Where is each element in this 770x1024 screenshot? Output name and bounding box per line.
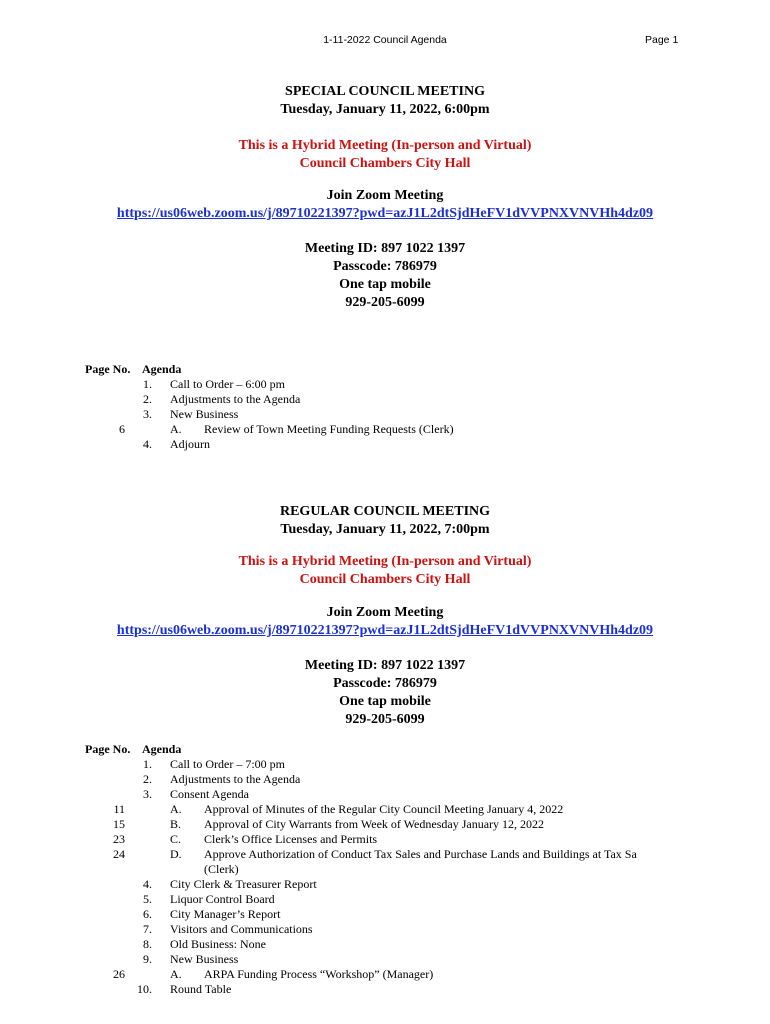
agenda-item-page-number: 26 <box>113 967 125 981</box>
agenda-item-number: 5. <box>143 892 152 906</box>
regular-passcode: Passcode: 786979 <box>333 676 437 691</box>
agenda-item-page-number: 15 <box>113 817 125 831</box>
special-meeting-heading <box>0 83 770 119</box>
agenda-item-text: Visitors and Communications <box>170 922 313 936</box>
agenda-item-number: 4. <box>143 877 152 891</box>
agenda-subitem-letter: A. <box>170 802 182 816</box>
special-meeting-id: Meeting ID: 897 1022 1397 <box>304 241 466 256</box>
agenda-item-text: Call to Order – 6:00 pm <box>170 377 285 391</box>
agenda-item-text: Adjourn <box>170 437 210 451</box>
agenda-item-text: Adjustments to the Agenda <box>170 772 301 786</box>
special-location: Council Chambers City Hall <box>299 156 471 171</box>
special-passcode: Passcode: 786979 <box>333 259 437 274</box>
agenda-item-number: 1. <box>143 377 152 391</box>
agenda-item-text: Round Table <box>170 982 232 996</box>
agenda-subitem-text: ARPA Funding Process “Workshop” (Manager) <box>204 967 434 981</box>
agenda-item-number: 6. <box>143 907 152 921</box>
regular-one-tap: One tap mobile <box>339 694 431 709</box>
agenda-subitem-text: Approval of City Warrants from Week of Wednesday January 12, 2022 <box>204 817 545 831</box>
special-hybrid-note: This is a Hybrid Meeting (In-person and Virtual) <box>238 138 532 153</box>
agenda-subitem-letter: C. <box>170 832 182 846</box>
agenda-item-number: 8. <box>143 937 152 951</box>
agenda-item-number: 10. <box>137 982 152 996</box>
agenda-item-page-number: 24 <box>113 847 125 861</box>
agenda-item-text: Liquor Control Board <box>170 892 275 906</box>
agenda-item-text: Old Business: None <box>170 937 266 951</box>
regular-location: Council Chambers City Hall <box>299 572 471 587</box>
agenda-item-text: Adjustments to the Agenda <box>170 392 301 406</box>
special-join-label: Join Zoom Meeting <box>326 188 444 203</box>
special-zoom-link[interactable]: https://us06web.zoom.us/j/89710221397?pwd=azJ1L2dtSjdHeFV1dVVPNXVNVHh4dz09 <box>116 206 654 221</box>
regular-page-no-header: Page No. <box>85 742 131 756</box>
agenda-item-number: 3. <box>143 407 152 421</box>
special-agenda-header: Agenda <box>142 362 182 376</box>
header-title: 1-11-2022 Council Agenda <box>323 34 447 46</box>
agenda-item-page-number: 11 <box>113 802 125 816</box>
agenda-item-text: Consent Agenda <box>170 787 249 801</box>
regular-phone: 929-205-6099 <box>345 712 425 727</box>
header-page-number: Page 1 <box>645 34 679 46</box>
agenda-item-number: 2. <box>143 772 152 786</box>
special-meeting-credentials <box>0 240 770 312</box>
agenda-item-number: 4. <box>143 437 152 451</box>
regular-meeting-title: REGULAR COUNCIL MEETING <box>279 504 491 519</box>
agenda-item-number: 7. <box>143 922 152 936</box>
regular-meeting-date: Tuesday, January 11, 2022, 7:00pm <box>280 522 490 537</box>
agenda-item-page-number: 23 <box>113 832 125 846</box>
regular-meeting-credentials <box>0 657 770 729</box>
special-meeting-date: Tuesday, January 11, 2022, 6:00pm <box>280 102 490 117</box>
agenda-item-text: Call to Order – 7:00 pm <box>170 757 285 771</box>
agenda-subitem-letter: B. <box>170 817 182 831</box>
special-meeting-title: SPECIAL COUNCIL MEETING <box>285 84 485 99</box>
regular-hybrid-note: This is a Hybrid Meeting (In-person and Virtual) <box>238 554 532 569</box>
special-meeting-venue <box>0 137 770 173</box>
agenda-item-number: 2. <box>143 392 152 406</box>
agenda-subitem-text: Review of Town Meeting Funding Requests (Clerk) <box>204 422 454 436</box>
agenda-item-number: 3. <box>143 787 152 801</box>
special-phone: 929-205-6099 <box>345 295 425 310</box>
agenda-subitem-text: Approval of Minutes of the Regular City Council Meeting January 4, 2022 <box>204 802 564 816</box>
regular-meeting-id: Meeting ID: 897 1022 1397 <box>304 658 466 673</box>
agenda-item-text: New Business <box>170 407 239 421</box>
regular-zoom-block <box>0 604 770 640</box>
regular-meeting-venue <box>0 553 770 589</box>
regular-join-label: Join Zoom Meeting <box>326 605 444 620</box>
agenda-item-continuation: (Clerk) <box>204 862 239 876</box>
agenda-subitem-text: Clerk’s Office Licenses and Permits <box>204 832 378 846</box>
regular-meeting-heading <box>0 503 770 539</box>
agenda-item-page-number: 6 <box>119 422 125 436</box>
agenda-subitem-letter: A. <box>170 422 182 436</box>
agenda-subitem-letter: D. <box>170 847 182 861</box>
agenda-item-text: City Clerk & Treasurer Report <box>170 877 317 891</box>
agenda-item-text: New Business <box>170 952 239 966</box>
agenda-item-number: 1. <box>143 757 152 771</box>
regular-zoom-link[interactable]: https://us06web.zoom.us/j/89710221397?pwd=azJ1L2dtSjdHeFV1dVVPNXVNVHh4dz09 <box>116 623 654 638</box>
agenda-subitem-text: Approve Authorization of Conduct Tax Sales and Purchase Lands and Buildings at Tax Sa <box>204 847 637 861</box>
agenda-item-text: City Manager’s Report <box>170 907 281 921</box>
agenda-subitem-letter: A. <box>170 967 182 981</box>
agenda-item-number: 9. <box>143 952 152 966</box>
regular-agenda-header: Agenda <box>142 742 182 756</box>
special-zoom-block <box>0 187 770 223</box>
special-page-no-header: Page No. <box>85 362 131 376</box>
special-one-tap: One tap mobile <box>339 277 431 292</box>
